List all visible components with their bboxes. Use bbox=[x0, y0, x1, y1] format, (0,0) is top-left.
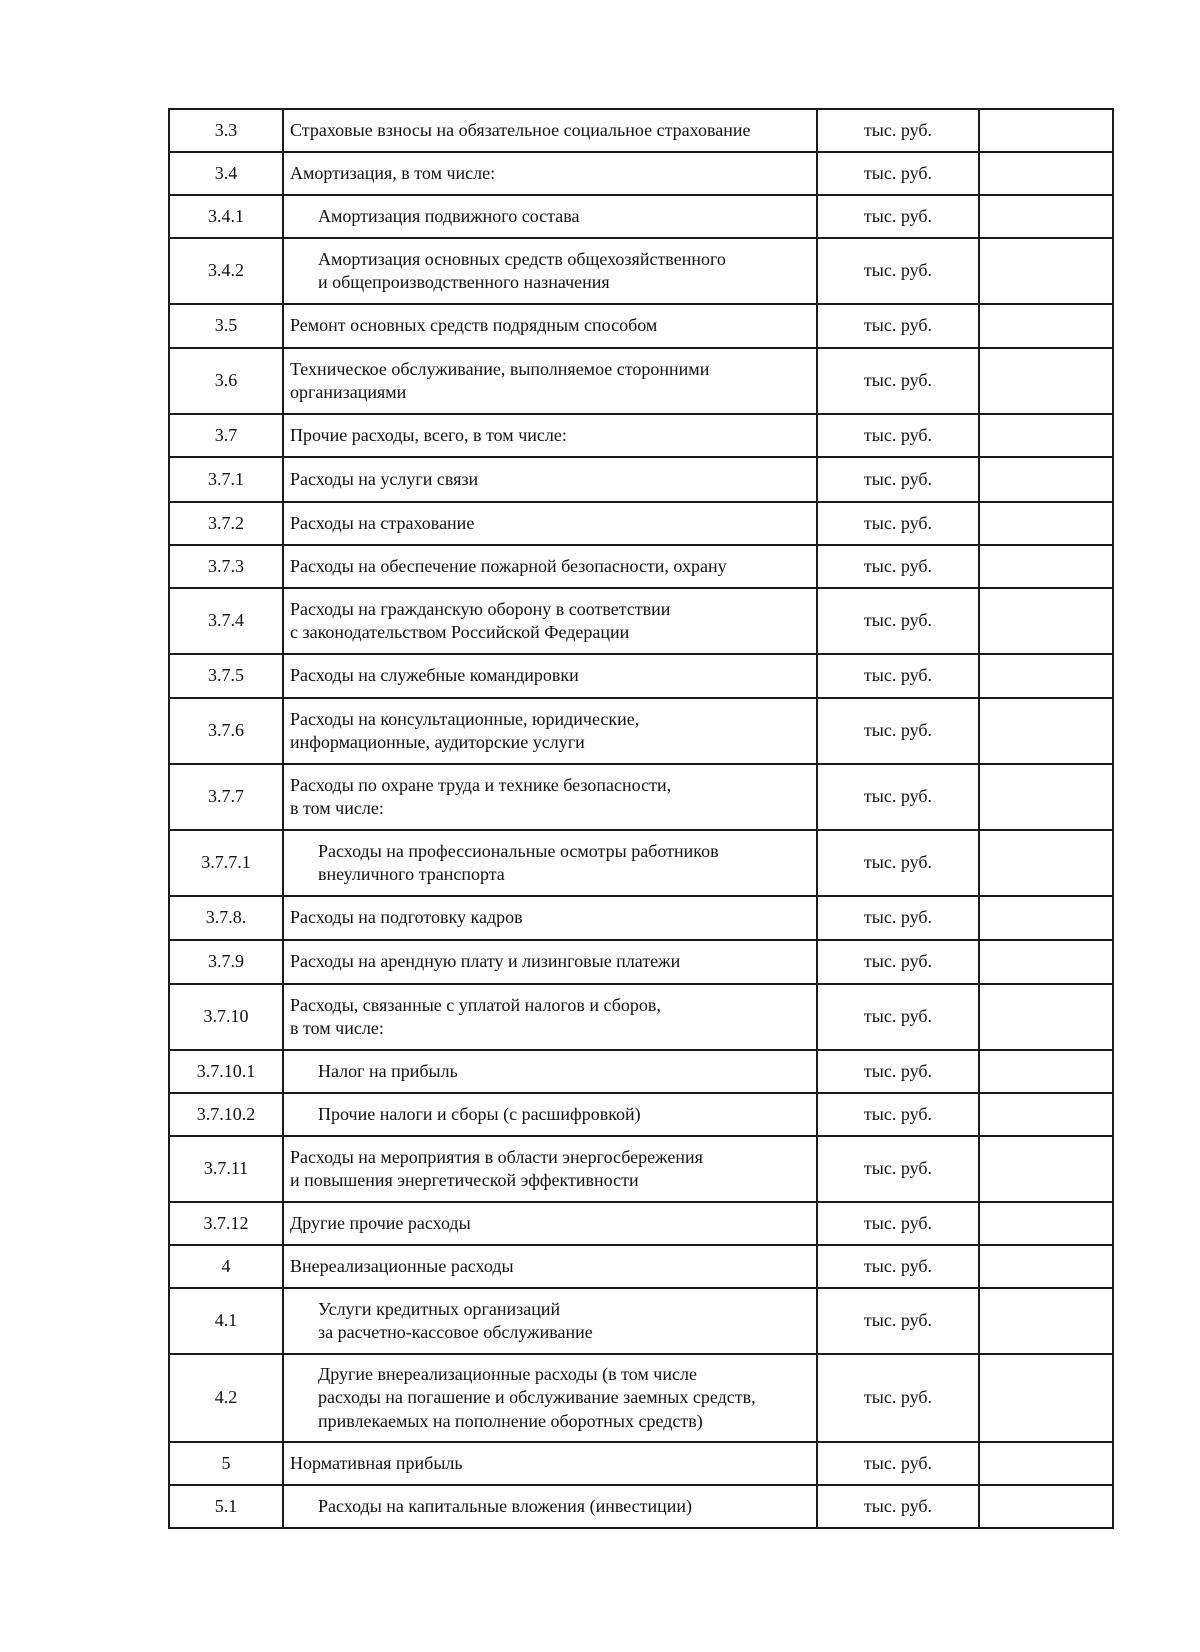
row-number: 3.7.5 bbox=[169, 654, 283, 698]
row-unit: тыс. руб. bbox=[817, 152, 979, 195]
row-unit: тыс. руб. bbox=[817, 457, 979, 502]
table-row bbox=[169, 1288, 1113, 1354]
row-number: 3.7.12 bbox=[169, 1202, 283, 1245]
row-value-cell[interactable] bbox=[979, 238, 1113, 304]
row-item-name: Ремонт основных средств подрядным способом bbox=[283, 304, 817, 348]
row-unit: тыс. руб. bbox=[817, 1050, 979, 1093]
row-unit: тыс. руб. bbox=[817, 588, 979, 654]
row-value-cell[interactable] bbox=[979, 588, 1113, 654]
row-value-cell[interactable] bbox=[979, 348, 1113, 414]
row-number: 5.1 bbox=[169, 1485, 283, 1528]
row-value-cell[interactable] bbox=[979, 764, 1113, 830]
table-row bbox=[169, 545, 1113, 588]
row-item-name: Амортизация основных средств общехозяйственного и общепроизводственного назначения bbox=[283, 238, 817, 304]
row-unit: тыс. руб. bbox=[817, 1354, 979, 1442]
table-row bbox=[169, 502, 1113, 545]
row-value-cell[interactable] bbox=[979, 1093, 1113, 1136]
row-unit: тыс. руб. bbox=[817, 1245, 979, 1288]
row-value-cell[interactable] bbox=[979, 830, 1113, 896]
row-number: 3.7.7.1 bbox=[169, 830, 283, 896]
row-item-name: Расходы на капитальные вложения (инвестиции) bbox=[283, 1485, 817, 1528]
row-value-cell[interactable] bbox=[979, 1288, 1113, 1354]
row-item-name: Расходы на страхование bbox=[283, 502, 817, 545]
row-value-cell[interactable] bbox=[979, 654, 1113, 698]
row-item-name: Расходы на профессиональные осмотры работников внеуличного транспорта bbox=[283, 830, 817, 896]
row-item-name: Страховые взносы на обязательное социальное страхование bbox=[283, 109, 817, 152]
row-item-name: Другие прочие расходы bbox=[283, 1202, 817, 1245]
row-number: 3.4.2 bbox=[169, 238, 283, 304]
row-item-name: Прочие расходы, всего, в том числе: bbox=[283, 414, 817, 457]
table-row bbox=[169, 588, 1113, 654]
row-unit: тыс. руб. bbox=[817, 1093, 979, 1136]
table-row bbox=[169, 1442, 1113, 1485]
row-item-name: Расходы по охране труда и технике безопасности, в том числе: bbox=[283, 764, 817, 830]
row-item-name: Техническое обслуживание, выполняемое сторонними организациями bbox=[283, 348, 817, 414]
row-value-cell[interactable] bbox=[979, 502, 1113, 545]
row-unit: тыс. руб. bbox=[817, 698, 979, 764]
table-row bbox=[169, 1050, 1113, 1093]
row-number: 3.7.10.2 bbox=[169, 1093, 283, 1136]
row-number: 4.1 bbox=[169, 1288, 283, 1354]
expense-table-body bbox=[169, 109, 1113, 1528]
table-row bbox=[169, 1136, 1113, 1202]
table-row bbox=[169, 238, 1113, 304]
row-unit: тыс. руб. bbox=[817, 348, 979, 414]
row-unit: тыс. руб. bbox=[817, 1288, 979, 1354]
row-item-name: Услуги кредитных организаций за расчетно-кассовое обслуживание bbox=[283, 1288, 817, 1354]
row-item-name: Расходы на подготовку кадров bbox=[283, 896, 817, 940]
row-unit: тыс. руб. bbox=[817, 896, 979, 940]
row-number: 3.7.7 bbox=[169, 764, 283, 830]
row-value-cell[interactable] bbox=[979, 1202, 1113, 1245]
table-row bbox=[169, 1093, 1113, 1136]
row-unit: тыс. руб. bbox=[817, 830, 979, 896]
row-number: 3.7 bbox=[169, 414, 283, 457]
table-row bbox=[169, 698, 1113, 764]
row-unit: тыс. руб. bbox=[817, 238, 979, 304]
row-value-cell[interactable] bbox=[979, 984, 1113, 1050]
row-value-cell[interactable] bbox=[979, 545, 1113, 588]
row-unit: тыс. руб. bbox=[817, 1136, 979, 1202]
row-unit: тыс. руб. bbox=[817, 1442, 979, 1485]
table-row bbox=[169, 195, 1113, 238]
row-number: 4 bbox=[169, 1245, 283, 1288]
row-unit: тыс. руб. bbox=[817, 109, 979, 152]
row-unit: тыс. руб. bbox=[817, 654, 979, 698]
row-item-name: Расходы на арендную плату и лизинговые платежи bbox=[283, 940, 817, 984]
row-item-name: Внереализационные расходы bbox=[283, 1245, 817, 1288]
row-number: 3.4 bbox=[169, 152, 283, 195]
table-row bbox=[169, 414, 1113, 457]
table-row bbox=[169, 1485, 1113, 1528]
row-unit: тыс. руб. bbox=[817, 764, 979, 830]
row-value-cell[interactable] bbox=[979, 698, 1113, 764]
row-value-cell[interactable] bbox=[979, 1050, 1113, 1093]
table-row bbox=[169, 654, 1113, 698]
row-value-cell[interactable] bbox=[979, 896, 1113, 940]
row-unit: тыс. руб. bbox=[817, 502, 979, 545]
table-row bbox=[169, 764, 1113, 830]
row-number: 3.4.1 bbox=[169, 195, 283, 238]
row-value-cell[interactable] bbox=[979, 152, 1113, 195]
table-row bbox=[169, 1202, 1113, 1245]
row-unit: тыс. руб. bbox=[817, 1202, 979, 1245]
row-unit: тыс. руб. bbox=[817, 304, 979, 348]
table-row bbox=[169, 896, 1113, 940]
row-value-cell[interactable] bbox=[979, 304, 1113, 348]
row-number: 3.7.4 bbox=[169, 588, 283, 654]
row-item-name: Другие внереализационные расходы (в том числе расходы на погашение и обслуживание заемных средств, привлекаемых на пополнение оборотных средств) bbox=[283, 1354, 817, 1442]
row-number: 3.6 bbox=[169, 348, 283, 414]
row-number: 3.7.1 bbox=[169, 457, 283, 502]
row-item-name: Расходы на служебные командировки bbox=[283, 654, 817, 698]
row-unit: тыс. руб. bbox=[817, 1485, 979, 1528]
row-unit: тыс. руб. bbox=[817, 545, 979, 588]
row-value-cell[interactable] bbox=[979, 457, 1113, 502]
row-number: 3.7.11 bbox=[169, 1136, 283, 1202]
row-value-cell[interactable] bbox=[979, 1485, 1113, 1528]
row-number: 3.5 bbox=[169, 304, 283, 348]
row-value-cell[interactable] bbox=[979, 1354, 1113, 1442]
row-item-name: Прочие налоги и сборы (с расшифровкой) bbox=[283, 1093, 817, 1136]
row-value-cell[interactable] bbox=[979, 1442, 1113, 1485]
row-unit: тыс. руб. bbox=[817, 984, 979, 1050]
row-unit: тыс. руб. bbox=[817, 940, 979, 984]
row-item-name: Расходы на консультационные, юридические, информационные, аудиторские услуги bbox=[283, 698, 817, 764]
row-item-name: Расходы на гражданскую оборону в соответствии с законодательством Российской Федерации bbox=[283, 588, 817, 654]
row-number: 3.7.3 bbox=[169, 545, 283, 588]
table-row bbox=[169, 984, 1113, 1050]
row-item-name: Налог на прибыль bbox=[283, 1050, 817, 1093]
row-item-name: Амортизация, в том числе: bbox=[283, 152, 817, 195]
table-row bbox=[169, 109, 1113, 152]
row-value-cell[interactable] bbox=[979, 414, 1113, 457]
row-item-name: Нормативная прибыль bbox=[283, 1442, 817, 1485]
row-number: 3.3 bbox=[169, 109, 283, 152]
row-number: 3.7.6 bbox=[169, 698, 283, 764]
row-value-cell[interactable] bbox=[979, 109, 1113, 152]
row-value-cell[interactable] bbox=[979, 1245, 1113, 1288]
row-value-cell[interactable] bbox=[979, 195, 1113, 238]
row-number: 3.7.9 bbox=[169, 940, 283, 984]
row-value-cell[interactable] bbox=[979, 940, 1113, 984]
row-value-cell[interactable] bbox=[979, 1136, 1113, 1202]
row-number: 3.7.2 bbox=[169, 502, 283, 545]
row-item-name: Расходы на обеспечение пожарной безопасности, охрану bbox=[283, 545, 817, 588]
row-item-name: Расходы на мероприятия в области энергосбережения и повышения энергетической эффективности bbox=[283, 1136, 817, 1202]
table-row bbox=[169, 152, 1113, 195]
table-row bbox=[169, 1354, 1113, 1442]
expense-table bbox=[168, 108, 1114, 1529]
row-item-name: Амортизация подвижного состава bbox=[283, 195, 817, 238]
row-item-name: Расходы, связанные с уплатой налогов и сборов, в том числе: bbox=[283, 984, 817, 1050]
row-number: 4.2 bbox=[169, 1354, 283, 1442]
row-number: 3.7.10 bbox=[169, 984, 283, 1050]
table-row bbox=[169, 830, 1113, 896]
row-number: 5 bbox=[169, 1442, 283, 1485]
row-item-name: Расходы на услуги связи bbox=[283, 457, 817, 502]
row-unit: тыс. руб. bbox=[817, 414, 979, 457]
row-unit: тыс. руб. bbox=[817, 195, 979, 238]
table-row bbox=[169, 940, 1113, 984]
table-row bbox=[169, 348, 1113, 414]
table-row bbox=[169, 304, 1113, 348]
table-row bbox=[169, 1245, 1113, 1288]
table-row bbox=[169, 457, 1113, 502]
row-number: 3.7.8. bbox=[169, 896, 283, 940]
row-number: 3.7.10.1 bbox=[169, 1050, 283, 1093]
